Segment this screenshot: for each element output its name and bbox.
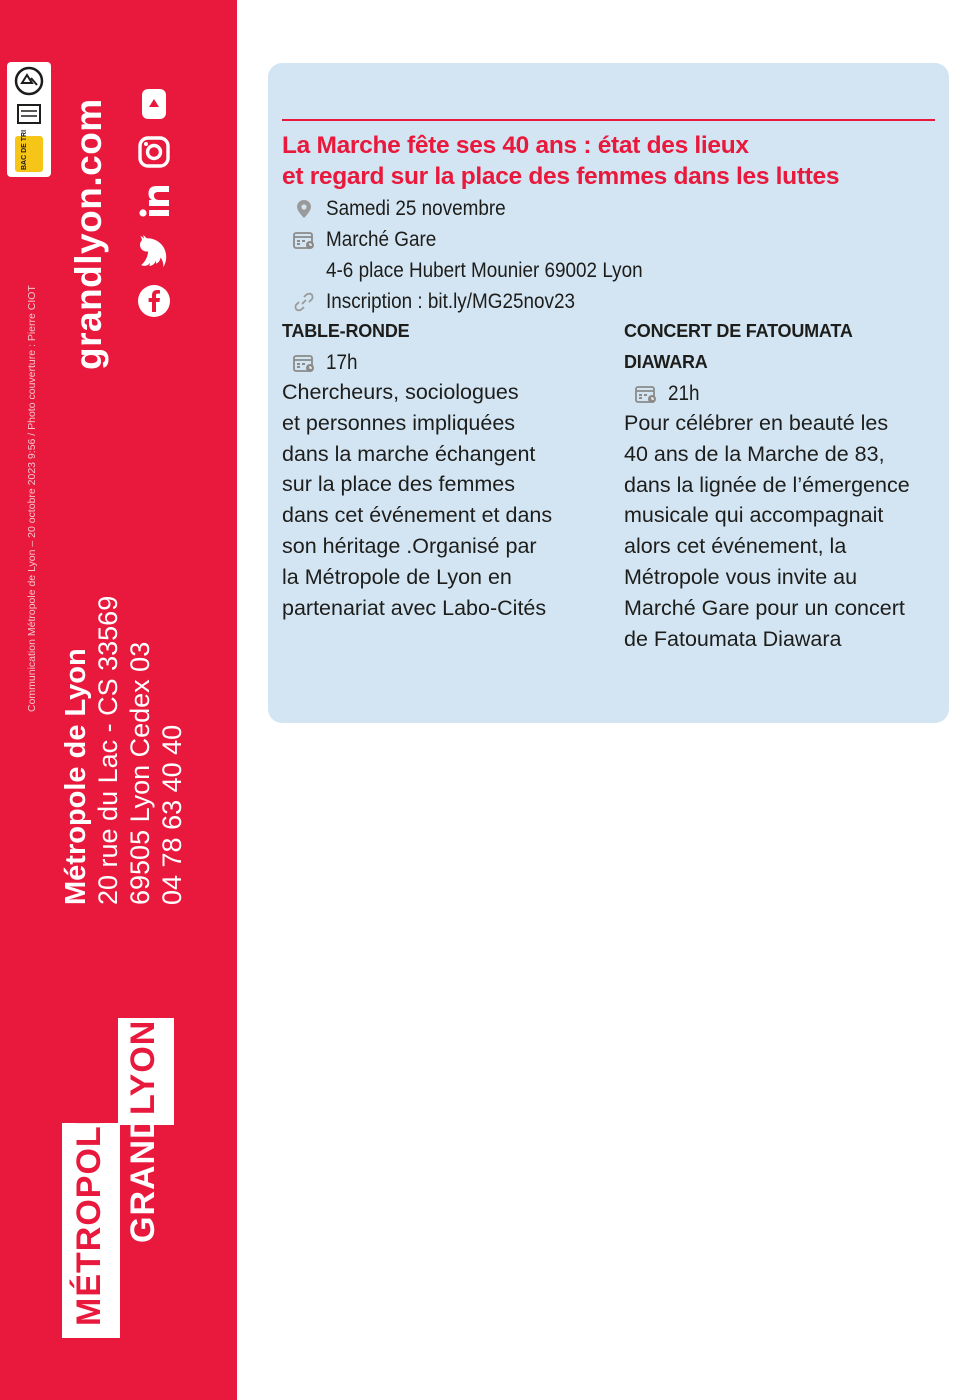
text-line: dans cet événement et dans [282, 503, 553, 528]
event-address-row [326, 256, 678, 286]
social-links [132, 88, 176, 318]
event-title-line-1: La Marche fête ses 40 ans : état des lieux [282, 132, 749, 159]
table-ronde-time: 17h [326, 351, 358, 374]
address-line-2: 69505 Lyon Cedex 03 [125, 641, 155, 905]
concert-heading-line-1: CONCERT DE FATOUMATA [624, 321, 853, 341]
address-line-1: 20 rue du Lac - CS 33569 [93, 595, 123, 905]
event-date: Samedi 25 novembre [326, 197, 506, 220]
concert-heading-line-2: DIAWARA [624, 352, 708, 372]
text-line: et personnes impliquées [282, 410, 516, 435]
event-address: 4-6 place Hubert Mounier 69002 Lyon [326, 259, 643, 282]
logo-lyon-text: LYON [124, 1019, 162, 1115]
photo-credit: Communication Métropole de Lyon – 20 octobre 2023 9:56 / Photo couverture : Pierre CIOT [26, 285, 38, 712]
calendar-icon [634, 382, 658, 406]
event-registration-row [292, 287, 603, 317]
text-line: partenariat avec Labo-Cités [282, 595, 547, 620]
twitter-icon[interactable] [139, 234, 169, 268]
logo-metropole-text: MÉTROPOLE [70, 1101, 108, 1326]
text-line: 40 ans de la Marche de 83, [624, 441, 885, 466]
logo-grand-text: GRAND [124, 1113, 162, 1243]
text-line: dans la marche échangent [282, 441, 536, 466]
link-icon [292, 290, 316, 314]
text-line: Chercheurs, sociologues [282, 380, 519, 404]
concert-time: 21h [668, 382, 700, 405]
calendar-icon [292, 351, 316, 375]
text-line: dans la lignée de l’émergence [624, 472, 910, 497]
sidebar [0, 0, 237, 1400]
table-ronde-heading: TABLE-RONDE [282, 321, 410, 341]
text-line: alors cet événement, la [624, 534, 847, 559]
instagram-icon[interactable] [138, 136, 170, 168]
location-pin-icon [292, 197, 316, 221]
website-link[interactable]: grandlyon.com [68, 98, 109, 370]
text-line: sur la place des femmes [282, 472, 516, 497]
recycling-icon [7, 62, 51, 177]
recycle-bin-label: BAC DE TRI [21, 129, 28, 170]
org-name: Métropole de Lyon [60, 648, 92, 905]
event-title [282, 130, 942, 192]
contact-address [60, 596, 188, 905]
text-line: la Métropole de Lyon en [282, 564, 512, 589]
event-title-line-2: et regard sur la place des femmes dans les luttes [282, 163, 840, 190]
calendar-icon [292, 228, 316, 252]
text-line: de Fatoumata Diawara [624, 626, 842, 651]
linkedin-icon[interactable] [138, 184, 170, 218]
title-divider [282, 119, 935, 121]
event-venue-row [292, 225, 449, 255]
facebook-icon[interactable] [137, 284, 171, 318]
text-line: Métropole vous invite au [624, 564, 858, 589]
event-venue: Marché Gare [326, 228, 437, 251]
concert-time-row [634, 379, 703, 409]
table-ronde-description [282, 377, 602, 623]
text-line: Marché Gare pour un concert [624, 595, 905, 620]
text-line: musicale qui accompagnait [624, 503, 884, 528]
phone-number: 04 78 63 40 40 [157, 724, 187, 905]
recycle-bin-badge [15, 129, 43, 172]
concert-description [624, 408, 944, 654]
table-ronde-time-row [292, 348, 361, 378]
event-date-row [292, 194, 526, 224]
registration-link[interactable]: Inscription : bit.ly/MG25nov23 [326, 290, 575, 313]
youtube-icon[interactable] [141, 88, 167, 120]
text-line: Pour célébrer en beauté les [624, 411, 889, 435]
text-line: son héritage .Organisé par [282, 533, 537, 558]
